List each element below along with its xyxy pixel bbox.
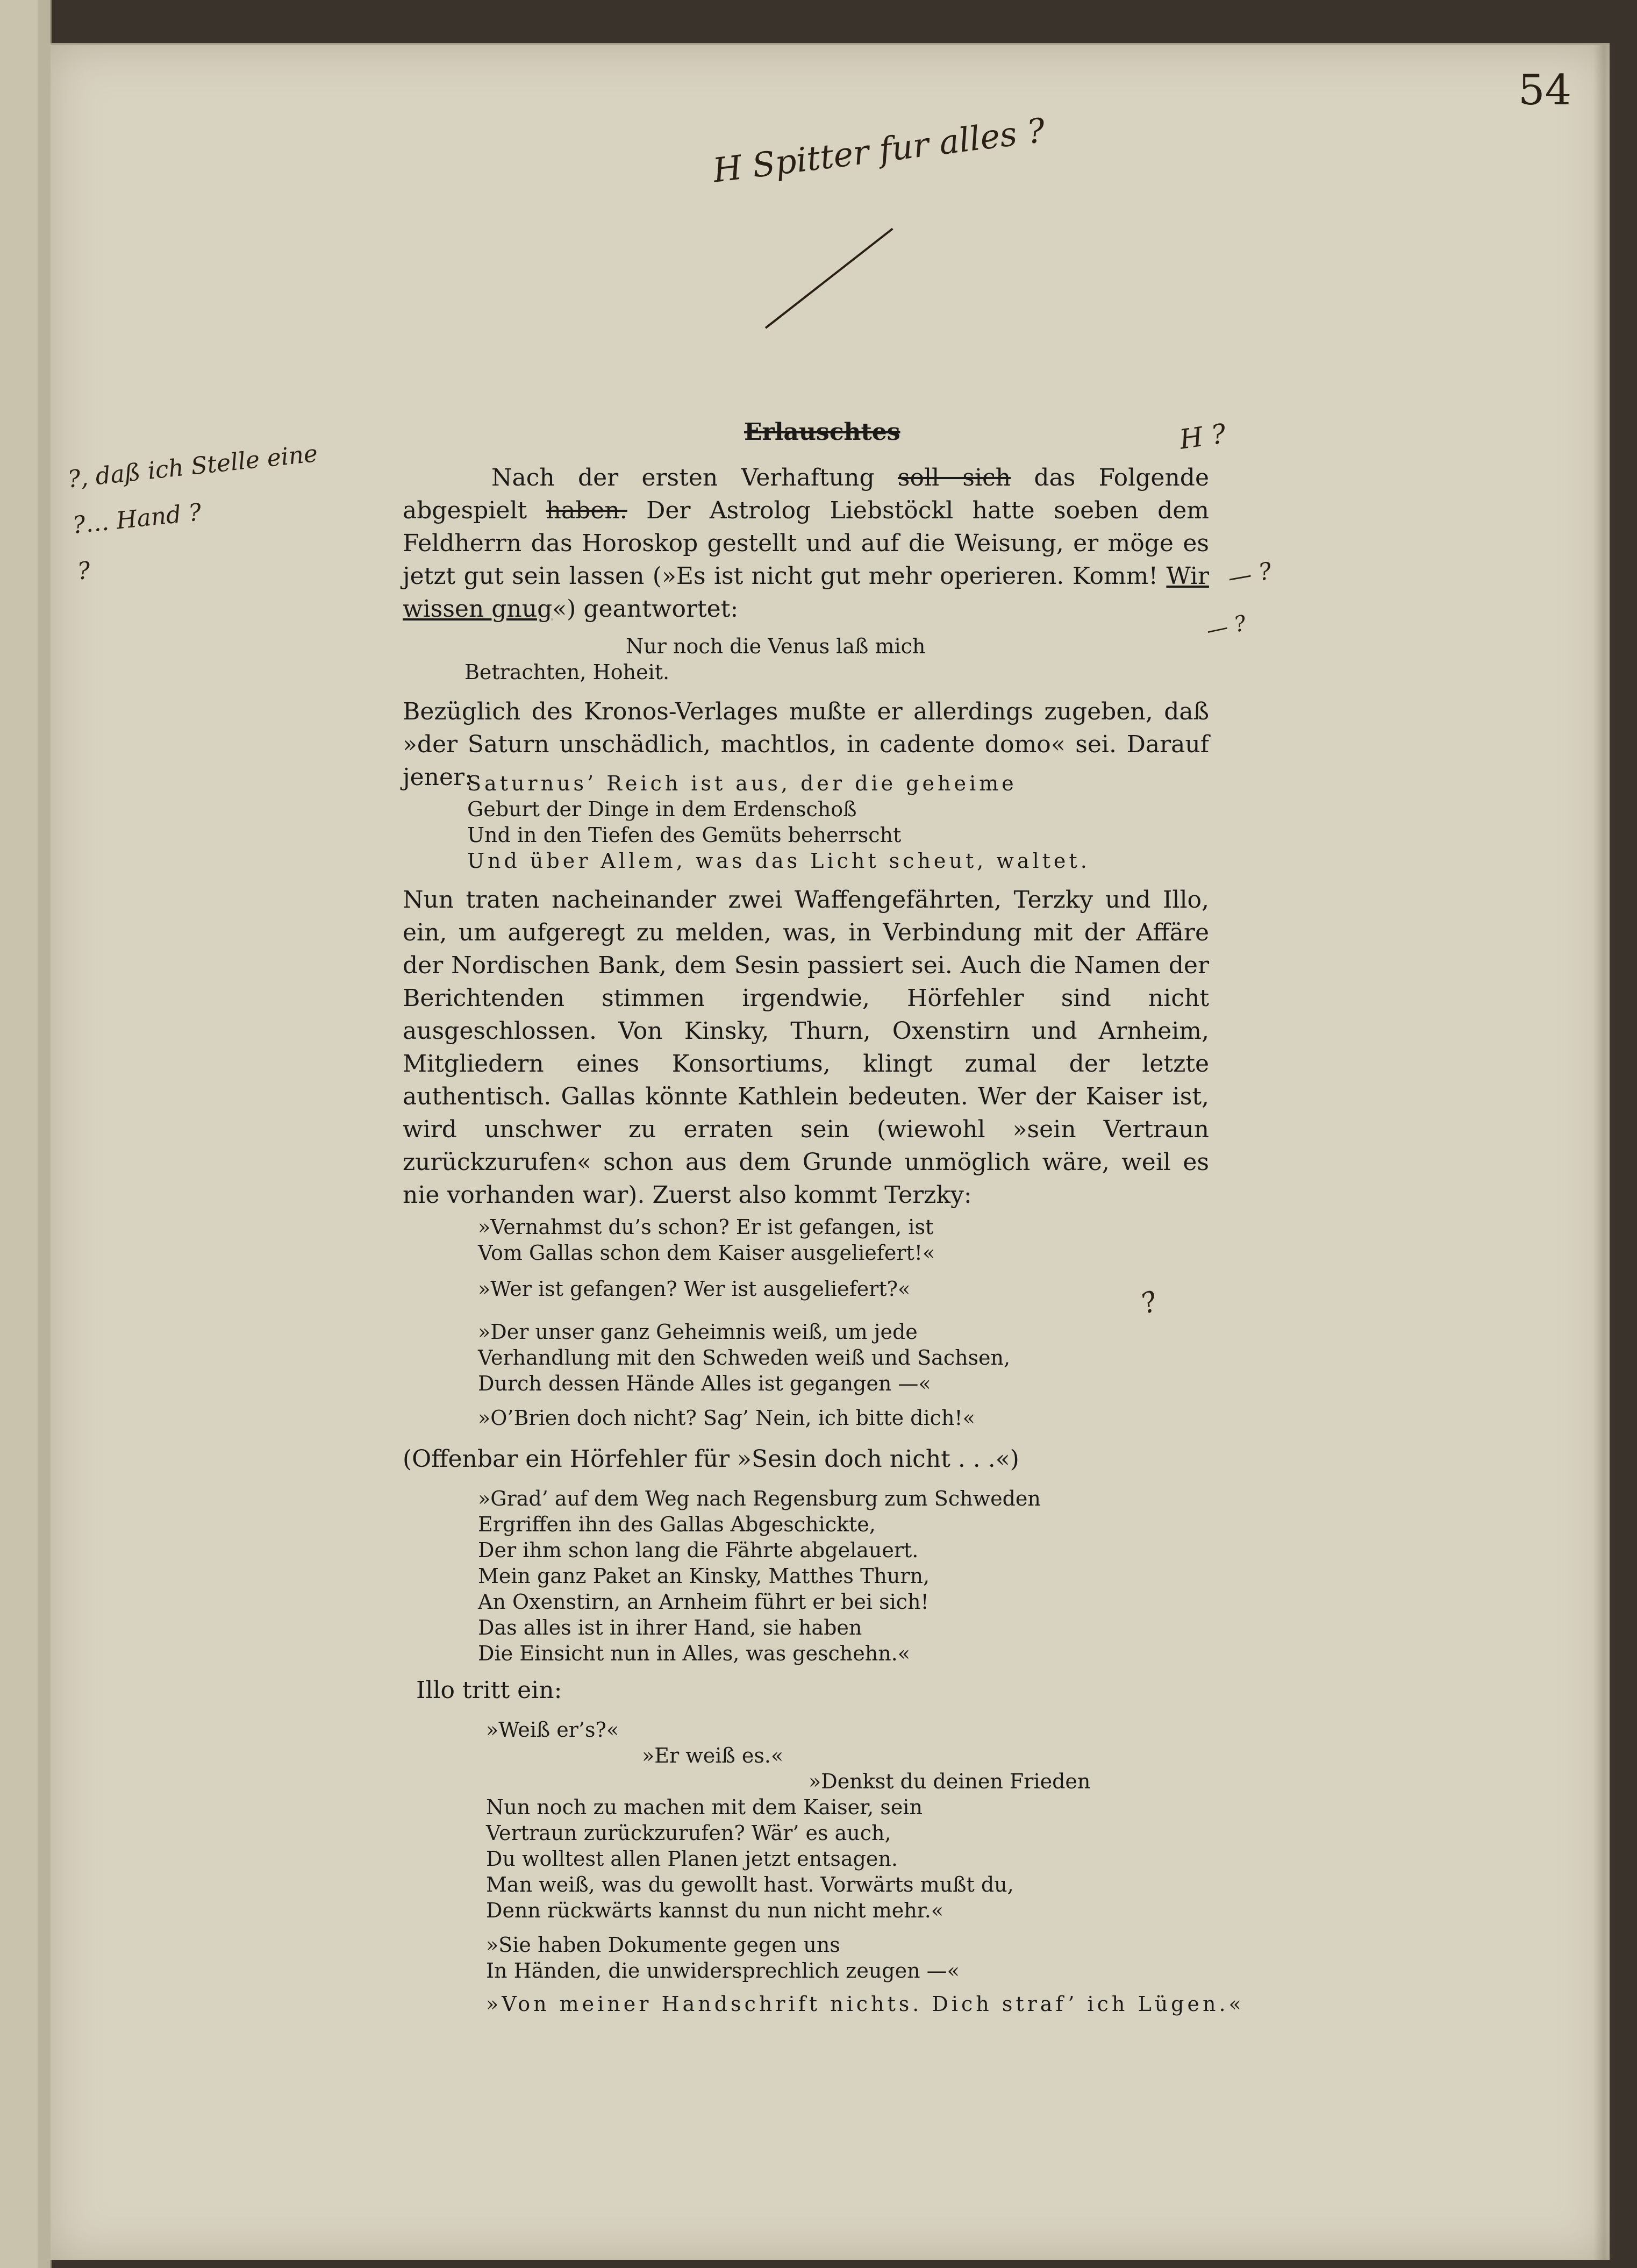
- paragraph: (Offenbar ein Hörfehler für »Sesin doch nicht . . .«): [403, 1445, 1019, 1473]
- verse-line: Durch dessen Hände Alles ist gegangen —«: [478, 1372, 931, 1395]
- verse-line: Du wolltest allen Planen jetzt entsagen.: [486, 1847, 898, 1871]
- handwritten-left-margin-note: [66, 429, 347, 595]
- verse-line: Verhandlung mit den Schweden weiß und Sachsen,: [478, 1346, 1011, 1370]
- verse-block: [478, 1214, 1155, 1266]
- handwritten-top-note: H Spitter fur alles ?: [710, 110, 1048, 190]
- paragraph: Bezüglich des Kronos-Verlages mußte er allerdings zugeben, daß »der Saturn unschädlich, machtlos, in cadente domo« sei. Darauf jener:: [403, 698, 1209, 791]
- verse-line: Das alles ist in ihrer Hand, sie haben: [478, 1616, 862, 1639]
- verse-line: »Sie haben Dokumente gegen uns: [486, 1933, 840, 1957]
- verse-line: Denn rückwärts kannst du nun nicht mehr.«: [486, 1899, 944, 1922]
- verse-line: Und über Allem, was das Licht scheut, waltet.: [467, 849, 1090, 873]
- struck-text: soll sich: [897, 464, 1011, 491]
- verse-line: Der ihm schon lang die Fährte abgelauert.: [478, 1538, 919, 1562]
- paragraph: Nun traten nacheinander zwei Waffengefährten, Terzky und Illo, ein, um aufgeregt zu melden, was, in Verbindung mit der Affäre der Nordischen Bank, dem Sesin passiert sei. Auch die Namen der Berichtenden stimmen irgendwie, Hörfehler sind nicht ausgeschlossen. Von Kinsky, Thurn, Oxenstirn und Arnheim, Mitgliedern eines Konsortiums, klingt zumal der letzte authentisch. Gallas könnte Kathlein bedeuten. Wer der Kaiser ist, wird unschwer zu erraten sein (wiewohl »sein Vertraun zurückzurufen« schon aus dem Grunde unmöglich wäre, weil es nie vorhanden war). Zuerst also kommt Terzky:: [403, 886, 1209, 1209]
- verse-block: [486, 1932, 1163, 1984]
- verse-line: Ergriffen ihn des Gallas Abgeschickte,: [478, 1513, 876, 1536]
- page-fold: [1593, 45, 1615, 2260]
- left-note-line: ?: [76, 557, 92, 586]
- paragraph-intro: [403, 461, 1209, 625]
- verse-line: Man weiß, was du gewollt hast. Vorwärts mußt du,: [486, 1873, 1014, 1896]
- text-run: «) geantwortet:: [552, 595, 739, 623]
- verse-line: »Weiß er’s?«: [486, 1718, 619, 1742]
- verse-block: [486, 1991, 1245, 2017]
- page-number: 54: [1518, 66, 1572, 115]
- page-title: Erlauschtes: [744, 418, 900, 446]
- document-page: [51, 43, 1610, 2260]
- verse-line: »Wer ist gefangen? Wer ist ausgeliefert?«: [478, 1277, 911, 1301]
- handwritten-right-note: — ?: [1226, 557, 1274, 592]
- verse-block: [486, 1717, 1163, 1923]
- verse-line: Nur noch die Venus laß mich: [626, 634, 926, 658]
- verse-line: »Denkst du deinen Frieden: [809, 1770, 1091, 1793]
- text-run: das Folgende abgespielt: [403, 464, 1209, 524]
- text-run: Nach der ersten Verhaftung: [491, 464, 898, 491]
- underlying-sheet: [0, 0, 41, 2268]
- left-note-line: ?, daß ich Stelle eine: [66, 439, 319, 494]
- verse-line: In Händen, die unwidersprechlich zeugen —«: [486, 1959, 960, 1982]
- verse-block: [467, 771, 1145, 874]
- verse-block: [478, 1405, 1155, 1431]
- verse-line: »Von meiner Handschrift nichts. Dich straf’ ich Lügen.«: [486, 1992, 1245, 2016]
- verse-line: »Der unser ganz Geheimnis weiß, um jede: [478, 1320, 918, 1344]
- verse-line: Geburt der Dinge in dem Erdenschoß: [467, 797, 857, 821]
- verse-line: Nun noch zu machen mit dem Kaiser, sein: [486, 1795, 923, 1819]
- text-run: Der Astrolog Liebstöckl hatte soeben dem Feldherrn das Horoskop gestellt und auf die Weisung, er möge es jetzt gut sein lassen (»Es ist nicht gut mehr operieren. Komm!: [403, 497, 1209, 590]
- verse-block: [478, 1486, 1155, 1666]
- verse-line: Saturnus’ Reich ist aus, der die geheime: [467, 772, 1017, 795]
- verse-line: Vertraun zurückzurufen? Wär’ es auch,: [486, 1821, 891, 1845]
- verse-line: »Grad’ auf dem Weg nach Regensburg zum Schweden: [478, 1487, 1041, 1510]
- left-note-line: ?… Hand ?: [71, 498, 203, 539]
- verse-line: Mein ganz Paket an Kinsky, Matthes Thurn,: [478, 1564, 930, 1588]
- verse-line: »O’Brien doch nicht? Sag’ Nein, ich bitte dich!«: [478, 1406, 975, 1430]
- verse-line: Vom Gallas schon dem Kaiser ausgeliefert!«: [478, 1241, 935, 1265]
- verse-block: [464, 633, 1142, 685]
- verse-line: »Er weiß es.«: [642, 1744, 784, 1767]
- paragraph: Illo tritt ein:: [416, 1677, 562, 1704]
- underlined-text: Wir wissen gnug: [403, 562, 1209, 623]
- verse-line: »Vernahmst du’s schon? Er ist gefangen, ist: [478, 1215, 934, 1239]
- handwritten-right-note: ?: [1136, 1285, 1162, 1321]
- verse-line: An Oxenstirn, an Arnheim führt er bei sich!: [478, 1590, 929, 1614]
- verse-line: Und in den Tiefen des Gemüts beherrscht: [467, 823, 902, 847]
- handwritten-slash-mark: [765, 228, 893, 329]
- sheet-edge: [38, 0, 52, 2268]
- handwritten-right-note: H ?: [1177, 418, 1228, 455]
- struck-text: haben.: [546, 497, 627, 524]
- verse-line: Die Einsicht nun in Alles, was geschehn.«: [478, 1642, 911, 1665]
- handwritten-right-note: — ?: [1204, 610, 1249, 644]
- verse-line: Betrachten, Hoheit.: [464, 660, 670, 684]
- verse-block: [478, 1319, 1155, 1396]
- verse-block: [478, 1276, 1155, 1302]
